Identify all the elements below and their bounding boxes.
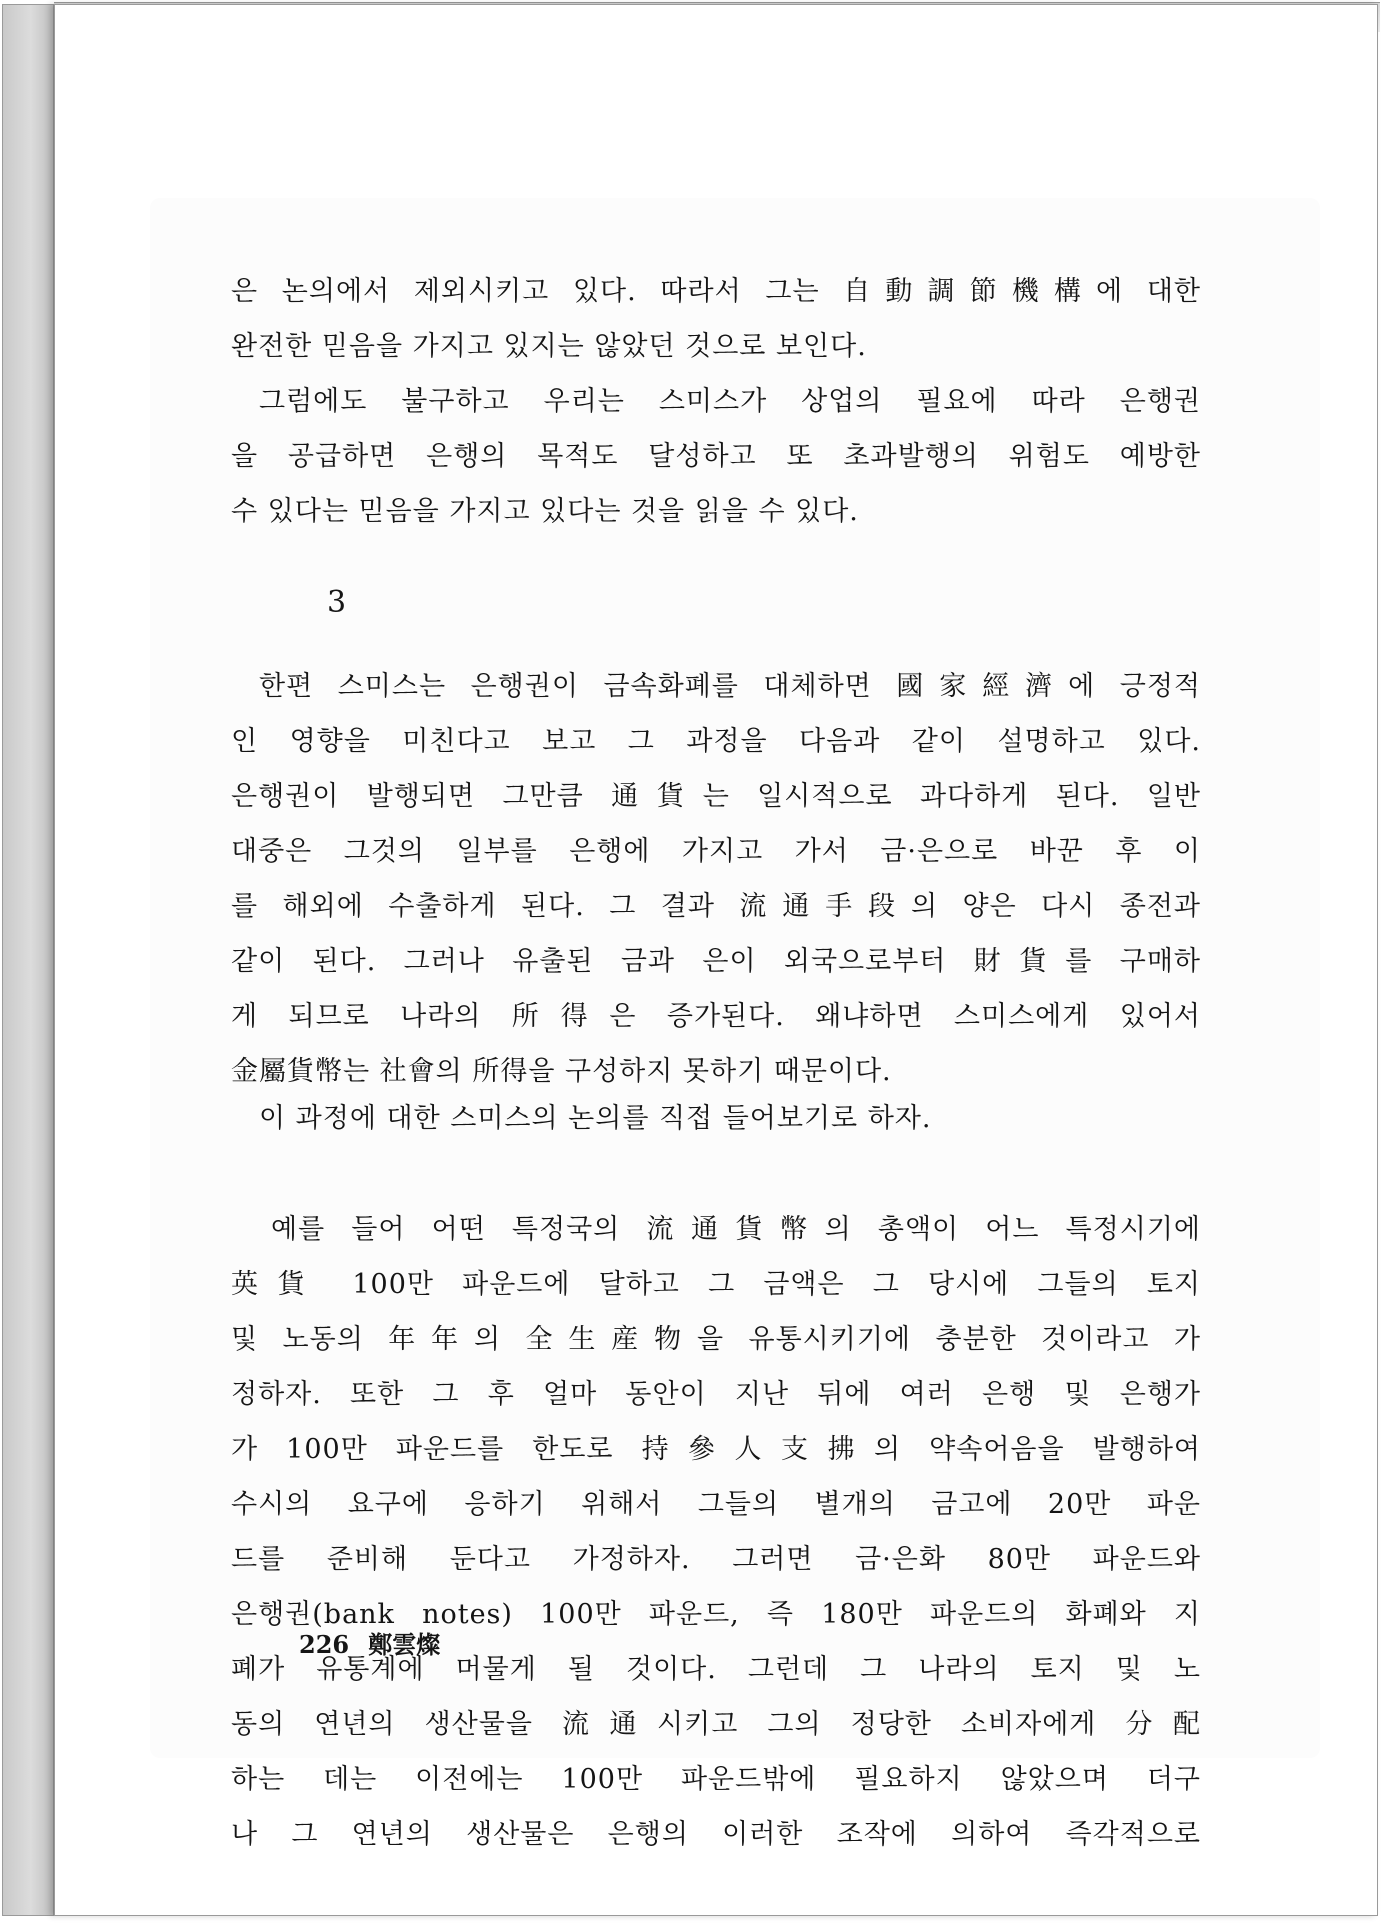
book-spine [2,4,54,1916]
text-line: 드를 준비해 둔다고 가정하자. 그러면 금·은화 80만 파운드와 [231,1544,1201,1575]
text-line: 정하자. 또한 그 후 얼마 동안이 지난 뒤에 여러 은행 및 은행가 [231,1379,1201,1410]
text-line: 을 공급하면 은행의 목적도 달성하고 또 초과발행의 위험도 예방한 [231,441,1201,472]
text-line: 한편 스미스는 은행권이 금속화폐를 대체하면 國家經濟에 긍정적 [259,671,1201,702]
text-line: 동의 연년의 생산물을 流通시키고 그의 정당한 소비자에게 分配 [231,1709,1201,1740]
text-line: 은행권(bank notes) 100만 파운드, 즉 180만 파운드의 화폐와 지 [231,1599,1201,1630]
text-line: 가 100만 파운드를 한도로 持參人支拂의 약속어음을 발행하여 [231,1434,1201,1465]
text-line: 은행권이 발행되면 그만큼 通貨는 일시적으로 과다하게 된다. 일반 [231,781,1201,812]
page-footer [299,1625,440,1660]
page-number: 226 [299,1630,350,1659]
section-number: 3 [327,585,347,620]
text-line: 게 되므로 나라의 所得은 증가된다. 왜냐하면 스미스에게 있어서 [231,1001,1201,1032]
text-line: 하는 데는 이전에는 100만 파운드밖에 필요하지 않았으며 더구 [231,1764,1201,1795]
text-line: 인 영향을 미친다고 보고 그 과정을 다음과 같이 설명하고 있다. [231,726,1201,757]
text-line: 및 노동의 年年의 全生産物을 유통시키기에 충분한 것이라고 가 [231,1324,1201,1355]
text-line: 英貨 100만 파운드에 달하고 그 금액은 그 당시에 그들의 토지 [231,1269,1201,1300]
text-line: 예를 들어 어떤 특정국의 流通貨幣의 총액이 어느 특정시기에 [271,1214,1201,1245]
text-line: 이 과정에 대한 스미스의 논의를 직접 들어보기로 하자. [259,1103,932,1134]
text-line: 를 해외에 수출하게 된다. 그 결과 流通手段의 양은 다시 종전과 [231,891,1201,922]
text-line: 金屬貨幣는 社會의 所得을 구성하지 못하기 때문이다. [231,1056,892,1087]
text-line: 수시의 요구에 응하기 위해서 그들의 별개의 금고에 20만 파운 [231,1489,1201,1520]
author-name: 鄭雲燦 [368,1630,441,1659]
text-line: 같이 된다. 그러나 유출된 금과 은이 외국으로부터 財貨를 구매하 [231,946,1201,977]
text-line: 수 있다는 믿음을 가지고 있다는 것을 읽을 수 있다. [231,496,859,527]
text-line: 대중은 그것의 일부를 은행에 가지고 가서 금·은으로 바꾼 후 이 [231,836,1201,867]
text-line: 나 그 연년의 생산물은 은행의 이러한 조작에 의하여 즉각적으로 [231,1819,1201,1850]
text-line: 그럼에도 불구하고 우리는 스미스가 상업의 필요에 따라 은행권 [259,386,1201,417]
text-line: 완전한 믿음을 가지고 있지는 않았던 것으로 보인다. [231,331,867,362]
text-line: 은 논의에서 제외시키고 있다. 따라서 그는 自動調節機構에 대한 [231,276,1201,307]
text-line: 폐가 유통계에 머물게 될 것이다. 그런데 그 나라의 토지 및 노 [231,1654,1201,1685]
